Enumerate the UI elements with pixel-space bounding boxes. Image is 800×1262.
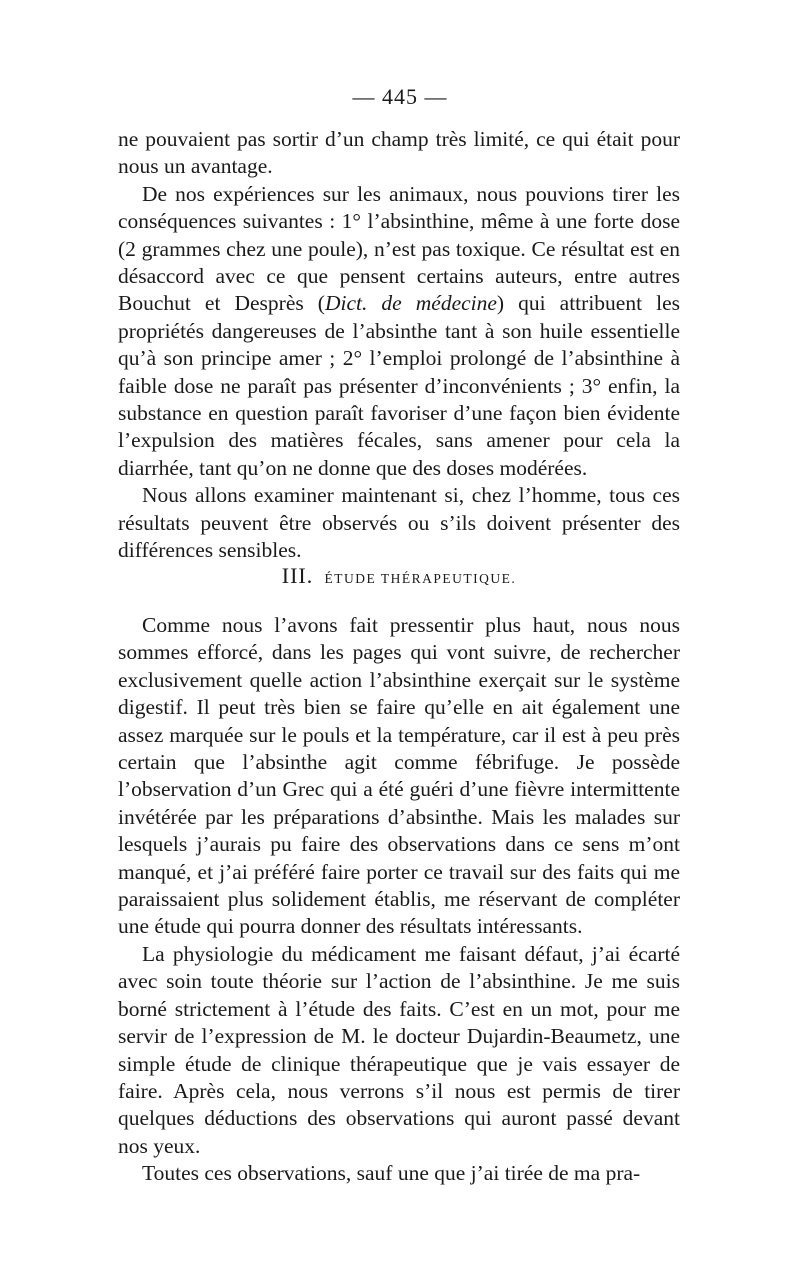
- paragraph: [118, 941, 680, 1160]
- paragraph-text: Toutes ces observations, sauf une que j’ai tirée de ma pra-: [142, 1161, 641, 1186]
- paragraph: [118, 482, 680, 564]
- page-number: — 445 —: [352, 84, 448, 109]
- body-text-top: [118, 126, 680, 565]
- section-number: III.: [281, 563, 314, 588]
- paragraph-text: ) qui attribuent les propriétés dangereuses de l’absinthe tant à son huile essentielle qu’à son principe amer ; 2° l’emploi prolongé de l’absinthine à faible dose ne paraît pas présenter d’inconvénients ; 3° enfin, la substance en question paraît favoriser d’une façon bien évidente l’expulsion des matières fécales, sans amener pour cela la diarrhée, tant qu’on ne donne que des doses modérées.: [118, 291, 680, 480]
- paragraph: [118, 1160, 680, 1187]
- paragraph: [118, 181, 680, 482]
- paragraph-text: De nos expériences sur les animaux, nous pouvions tirer les conséquences suivantes : 1° l’absinthine, même à une forte dose (2 grammes chez une poule), n’est pas toxique. Ce résultat est en désaccord avec ce que pensent certains auteurs, entre autres Bouchut et Desprès (: [118, 181, 680, 316]
- body-text-bottom: [118, 612, 680, 1188]
- section-title: ÉTUDE THÉRAPEUTIQUE.: [324, 571, 517, 586]
- section-heading-block: [118, 562, 680, 592]
- italic-citation: Dict. de médecine: [324, 291, 497, 316]
- paragraph-text: ne pouvaient pas sortir d’un champ très limité, ce qui était pour nous un avantage.: [118, 127, 680, 179]
- section-heading: [118, 562, 680, 592]
- paragraph-text: Nous allons examiner maintenant si, chez l’homme, tous ces résultats peuvent être observés ou s’ils doivent présenter des différences sensibles.: [118, 483, 680, 563]
- paragraph: [118, 612, 680, 941]
- paragraph-text: Comme nous l’avons fait pressentir plus haut, nous nous sommes efforcé, dans les pages qui vont suivre, de rechercher exclusivement quelle action l’absinthine exerçait sur le système digestif. Il peut très bien se faire qu’elle en ait également une assez marquée sur le pouls et la température, car il est à peu près certain que l’absinthe agit comme fébrifuge. Je possède l’observation d’un Grec qui a été guéri d’une fièvre intermittente invétérée par les préparations d’absinthe. Mais les malades sur lesquels j’aurais pu faire des observations dans ce sens m’ont manqué, et j’ai préféré faire porter ce travail sur des faits qui me paraissaient plus solidement établis, me réservant de compléter une étude qui pourra donner des résultats intéressants.: [118, 613, 680, 939]
- paragraph: [118, 126, 680, 181]
- paragraph-text: La physiologie du médicament me faisant défaut, j’ai écarté avec soin toute théorie sur l’action de l’absinthine. Je me suis borné strictement à l’étude des faits. C’est en un mot, pour me servir de l’expression de M. le docteur Dujardin-Beaumetz, une simple étude de clinique thérapeutique que je vais essayer de faire. Après cela, nous verrons s’il nous est permis de tirer quelques déductions des observations qui auront passé devant nos yeux.: [118, 941, 680, 1158]
